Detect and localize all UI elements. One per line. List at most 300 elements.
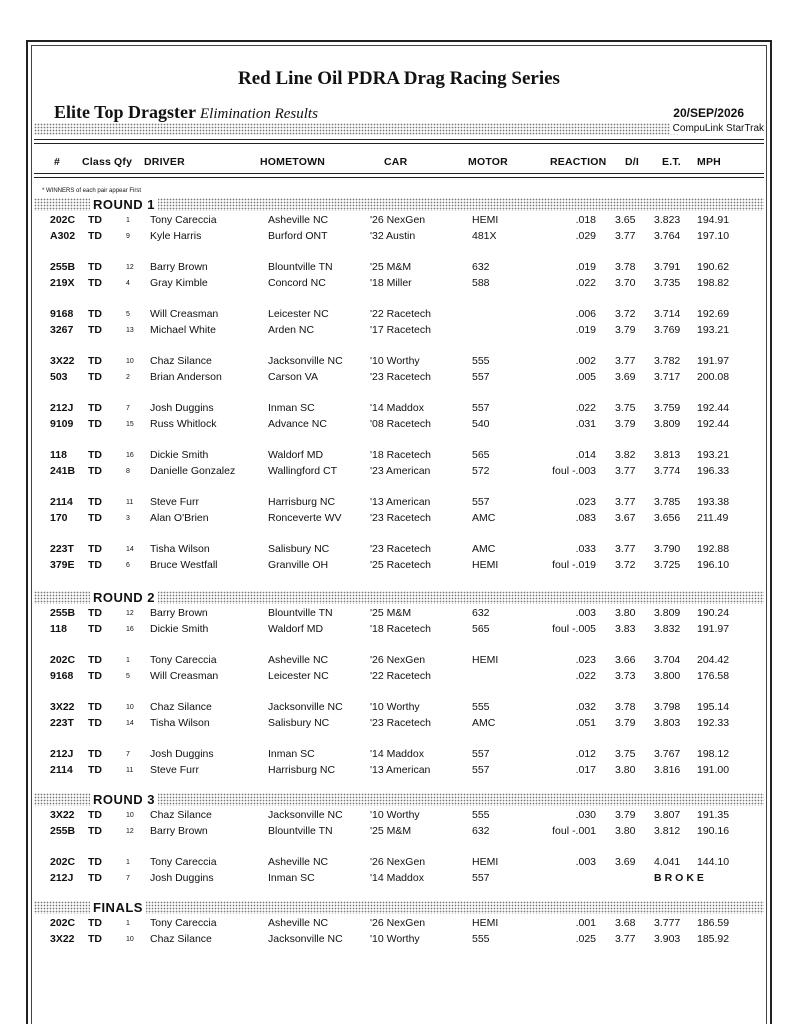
class-cell: TD (88, 824, 102, 837)
reaction-value: .022 (575, 669, 596, 682)
speed-mph: 194.91 (697, 214, 730, 226)
motor-cell: 557 (472, 370, 490, 383)
motor-cell: AMC (472, 511, 496, 524)
class-cell: TD (88, 558, 102, 571)
speed-mph: 198.12 (697, 748, 730, 760)
car-cell: '13 American (370, 496, 431, 508)
reaction-value: .014 (575, 449, 596, 461)
speed-mph: 191.97 (697, 355, 730, 367)
dial-in: 3.72 (615, 308, 636, 320)
driver-name: Josh Duggins (150, 748, 214, 760)
car-number: 223T (50, 716, 74, 729)
speed-mph: 196.10 (697, 558, 730, 571)
car-cell: '26 NexGen (370, 214, 426, 226)
dial-in: 3.77 (615, 543, 636, 555)
dial-in: 3.79 (615, 417, 636, 430)
qualifying-position: 10 (126, 812, 134, 819)
class-cell: TD (88, 654, 102, 666)
result-row (32, 308, 766, 324)
car-number: 118 (50, 449, 67, 461)
reaction-value: .002 (575, 355, 596, 367)
reaction-time (552, 465, 596, 477)
elapsed-time: 3.656 (654, 511, 681, 524)
series-title: Red Line Oil PDRA Drag Racing Series (238, 68, 560, 89)
reaction-time (576, 701, 596, 713)
driver-name: Michael White (150, 323, 216, 336)
qualifying-position: 5 (126, 672, 130, 680)
hometown-cell: Ronceverte WV (268, 511, 342, 524)
qualifying-position: 16 (126, 625, 134, 633)
dial-in: 3.67 (615, 511, 636, 524)
result-row (32, 607, 766, 623)
speed-mph: 191.00 (697, 763, 730, 776)
motor-cell: 555 (472, 809, 490, 821)
dial-in: 3.75 (615, 748, 636, 760)
motor-cell: HEMI (472, 917, 499, 929)
col-header-qfy: Qfy (114, 156, 133, 168)
col-header-driver: DRIVER (144, 156, 185, 168)
hometown-cell: Harrisburg NC (268, 763, 336, 776)
reaction-value: .012 (575, 748, 596, 760)
dial-in: 3.75 (615, 402, 636, 414)
speed-mph: 190.24 (697, 607, 730, 619)
car-number: 170 (50, 511, 68, 524)
car-number: 202C (50, 654, 76, 666)
qualifying-position: 7 (126, 405, 130, 412)
reaction-value: .031 (575, 417, 596, 430)
result-row (32, 230, 766, 246)
speed-mph: 200.08 (697, 370, 730, 383)
car-cell: '25 Racetech (370, 558, 431, 571)
result-row (32, 917, 766, 933)
car-number: 118 (50, 622, 67, 635)
car-cell: '10 Worthy (370, 932, 420, 945)
hometown-cell: Burford ONT (268, 229, 328, 242)
timing-credit: CompuLink StarTrak (670, 123, 764, 134)
reaction-time (576, 496, 596, 508)
hometown-cell: Advance NC (268, 417, 327, 430)
speed-mph: 195.14 (697, 701, 730, 713)
elapsed-time: 3.782 (654, 355, 681, 367)
elapsed-time: 3.800 (654, 669, 681, 682)
hometown-cell: Leicester NC (268, 308, 329, 320)
header-rule-top (34, 139, 764, 140)
class-cell: TD (88, 701, 102, 713)
class-cell: TD (88, 809, 102, 821)
dial-in: 3.80 (615, 824, 636, 837)
elapsed-time: 4.041 (654, 856, 681, 868)
result-row (32, 355, 766, 371)
car-cell: '32 Austin (370, 229, 416, 242)
hometown-cell: Jacksonville NC (268, 809, 343, 821)
result-row (32, 748, 766, 764)
qualifying-position: 5 (126, 311, 130, 318)
speed-mph: 191.97 (697, 622, 730, 635)
car-cell: '23 American (370, 464, 431, 477)
elapsed-time: 3.774 (654, 464, 681, 477)
reaction-value: .030 (575, 809, 596, 821)
driver-name: Will Creasman (150, 669, 219, 682)
elapsed-time: 3.807 (654, 809, 681, 821)
dial-in: 3.69 (615, 856, 636, 868)
driver-name: Will Creasman (150, 308, 219, 320)
result-row (32, 670, 766, 686)
result-row (32, 701, 766, 717)
reaction-time (576, 449, 596, 461)
hometown-cell: Asheville NC (268, 214, 329, 226)
qualifying-position: 1 (126, 920, 130, 927)
result-row (32, 856, 766, 872)
qualifying-position: 12 (126, 610, 134, 617)
dial-in: 3.78 (615, 701, 636, 713)
car-number: 202C (50, 856, 76, 868)
car-cell: '26 NexGen (370, 917, 426, 929)
car-cell: '22 Racetech (370, 308, 431, 320)
hometown-cell: Granville OH (268, 558, 329, 571)
reaction-time (576, 308, 596, 320)
reaction-value: .018 (575, 214, 596, 226)
qualifying-position: 1 (126, 217, 130, 224)
reaction-value: -.005 (572, 622, 596, 635)
result-row (32, 825, 766, 841)
round-header-bar (34, 901, 764, 914)
reaction-time (576, 748, 596, 760)
result-row (32, 809, 766, 825)
speed-mph: 193.38 (697, 496, 730, 508)
reaction-time (576, 717, 596, 729)
reaction-value: .001 (575, 917, 596, 929)
speed-mph: 144.10 (697, 856, 730, 868)
car-cell: '08 Racetech (370, 417, 431, 430)
qualifying-position: 11 (126, 766, 134, 774)
car-number: 3X22 (50, 809, 75, 821)
dial-in: 3.66 (615, 654, 636, 666)
elapsed-time: 3.759 (654, 402, 681, 414)
reaction-value: .023 (575, 654, 596, 666)
reaction-value: .025 (575, 932, 596, 945)
car-cell: '23 Racetech (370, 716, 431, 729)
result-row (32, 717, 766, 733)
motor-cell: 632 (472, 824, 490, 837)
car-cell: '25 M&M (370, 607, 412, 619)
motor-cell: 557 (472, 496, 490, 508)
reaction-time (576, 355, 596, 367)
reaction-time (576, 261, 596, 273)
elapsed-time: 3.903 (654, 932, 681, 945)
result-row (32, 933, 766, 949)
reaction-value: -.001 (572, 824, 596, 837)
dial-in: 3.77 (615, 229, 636, 242)
motor-cell: 555 (472, 932, 490, 945)
qualifying-position: 14 (126, 546, 134, 553)
round-header-bar (34, 793, 764, 806)
class-cell: TD (88, 370, 102, 383)
driver-name: Tisha Wilson (150, 543, 210, 555)
elapsed-time: 3.813 (654, 449, 681, 461)
driver-name: Danielle Gonzalez (150, 464, 236, 477)
driver-name: Tony Careccia (150, 214, 217, 226)
col-header-num: # (54, 156, 61, 168)
car-number: 202C (50, 214, 76, 226)
motor-cell: 481X (472, 229, 497, 242)
qualifying-position: 9 (126, 232, 130, 240)
reaction-time (552, 559, 596, 571)
reaction-time (576, 917, 596, 929)
reaction-value: .033 (575, 543, 596, 555)
class-cell: TD (88, 856, 102, 868)
results-sheet (26, 40, 772, 1024)
hometown-cell: Jacksonville NC (268, 932, 343, 945)
hometown-cell: Harrisburg NC (268, 496, 336, 508)
hometown-cell: Salisbury NC (268, 543, 330, 555)
reaction-time (576, 512, 596, 524)
elapsed-time: 3.764 (654, 229, 681, 242)
result-row (32, 465, 766, 481)
event-date: 20/SEP/2026 (673, 106, 744, 120)
reaction-value: -.003 (572, 464, 596, 477)
class-cell: TD (88, 763, 102, 776)
elapsed-time: 3.791 (654, 261, 681, 273)
reaction-time (576, 933, 596, 945)
hometown-cell: Arden NC (268, 323, 315, 336)
class-cell: TD (88, 496, 102, 508)
class-cell: TD (88, 355, 102, 367)
car-number: 9168 (50, 669, 74, 682)
col-header-car: CAR (384, 156, 408, 168)
foul-flag: foul (552, 464, 570, 477)
dial-in: 3.77 (615, 932, 636, 945)
car-number: 503 (50, 370, 68, 383)
speed-mph: 192.44 (697, 402, 730, 414)
car-number: 3X22 (50, 701, 75, 713)
class-cell: TD (88, 932, 102, 945)
dial-in: 3.78 (615, 261, 636, 273)
car-cell: '17 Racetech (370, 323, 431, 336)
speed-mph: 190.16 (697, 824, 730, 837)
driver-name: Chaz Silance (150, 809, 212, 821)
qualifying-position: 15 (126, 420, 134, 428)
result-row (32, 764, 766, 780)
class-cell: TD (88, 261, 102, 273)
dial-in: 3.65 (615, 214, 636, 226)
car-number: 9109 (50, 417, 74, 430)
motor-cell: 557 (472, 871, 490, 884)
reaction-value: .029 (575, 229, 596, 242)
hometown-cell: Jacksonville NC (268, 355, 343, 367)
car-number: 379E (50, 558, 75, 571)
elapsed-time: 3.809 (654, 417, 681, 430)
driver-name: Josh Duggins (150, 871, 214, 884)
car-number: 2114 (50, 763, 73, 776)
elapsed-time: 3.803 (654, 716, 681, 729)
class-cell: TD (88, 323, 102, 336)
dial-in: 3.79 (615, 716, 636, 729)
result-row (32, 512, 766, 528)
reaction-value: .003 (575, 856, 596, 868)
reaction-time (576, 654, 596, 666)
speed-mph: 204.42 (697, 654, 730, 666)
dial-in: 3.82 (615, 449, 636, 461)
dial-in: 3.80 (615, 763, 636, 776)
elapsed-time: 3.823 (654, 214, 681, 226)
class-cell: TD (88, 214, 102, 226)
class-cell: TD (88, 449, 102, 461)
round-header-bar (34, 198, 764, 211)
header-dotted-strip (34, 123, 678, 135)
foul-flag: foul (552, 558, 570, 571)
dial-in: 3.79 (615, 323, 636, 336)
hometown-cell: Carson VA (268, 370, 318, 383)
col-header-mph: MPH (697, 156, 721, 168)
reaction-value: .032 (575, 701, 596, 713)
col-header-class: Class (82, 156, 112, 168)
header-rule-bottom-2 (34, 177, 764, 178)
speed-mph: 193.21 (697, 323, 730, 336)
car-cell: '14 Maddox (370, 748, 424, 760)
qualifying-position: 12 (126, 264, 134, 271)
dial-in: 3.79 (615, 809, 636, 821)
speed-mph: 192.33 (697, 716, 730, 729)
winners-note: * WINNERS of each pair appear First (42, 188, 142, 194)
driver-name: Gray Kimble (150, 276, 208, 289)
reaction-value: .022 (575, 276, 596, 289)
reaction-time (576, 418, 596, 430)
motor-cell: 557 (472, 763, 490, 776)
car-cell: '25 M&M (370, 261, 412, 273)
hometown-cell: Concord NC (268, 276, 326, 289)
car-number: 255B (50, 607, 76, 619)
hometown-cell: Jacksonville NC (268, 701, 343, 713)
car-number: 255B (50, 824, 76, 837)
broke-status: BROKE (654, 871, 707, 884)
elapsed-time: 3.809 (654, 607, 681, 619)
car-number: 212J (50, 748, 74, 760)
event-subtitle: Elimination Results (200, 106, 318, 122)
class-cell: TD (88, 402, 102, 414)
col-header-et: E.T. (662, 156, 681, 168)
result-row (32, 277, 766, 293)
hometown-cell: Waldorf MD (268, 449, 324, 461)
motor-cell: 555 (472, 355, 490, 367)
qualifying-position: 16 (126, 452, 134, 459)
driver-name: Barry Brown (150, 607, 208, 619)
round-label: ROUND 2 (90, 590, 158, 605)
car-cell: '26 NexGen (370, 654, 426, 666)
reaction-value: .023 (575, 496, 596, 508)
result-row (32, 496, 766, 512)
car-cell: '18 Miller (370, 276, 412, 289)
driver-name: Steve Furr (150, 496, 200, 508)
qualifying-position: 11 (126, 499, 134, 506)
reaction-time (576, 543, 596, 555)
dial-in: 3.70 (615, 276, 636, 289)
car-cell: '14 Maddox (370, 402, 424, 414)
driver-name: Tony Careccia (150, 654, 217, 666)
elapsed-time: 3.725 (654, 558, 681, 571)
col-header-motor: MOTOR (468, 156, 508, 168)
car-number: 223T (50, 543, 74, 555)
hometown-cell: Inman SC (268, 871, 315, 884)
dial-in: 3.72 (615, 558, 636, 571)
speed-mph: 198.82 (697, 276, 730, 289)
round-header-bar (34, 591, 764, 604)
result-row (32, 543, 766, 559)
dial-in: 3.73 (615, 669, 636, 682)
header-rule-bottom (34, 173, 764, 174)
result-row (32, 654, 766, 670)
round-label: ROUND 3 (90, 792, 158, 807)
car-number: 3X22 (50, 932, 75, 945)
reaction-value: .017 (575, 763, 596, 776)
round-label: FINALS (90, 900, 146, 915)
reaction-value: -.019 (572, 558, 596, 571)
motor-cell: 555 (472, 701, 490, 713)
hometown-cell: Inman SC (268, 748, 315, 760)
motor-cell: 565 (472, 622, 490, 635)
driver-name: Chaz Silance (150, 701, 212, 713)
driver-name: Dickie Smith (150, 622, 209, 635)
result-row (32, 402, 766, 418)
reaction-value: .019 (575, 323, 596, 336)
hometown-cell: Blountville TN (268, 607, 333, 619)
driver-name: Tony Careccia (150, 917, 217, 929)
qualifying-position: 13 (126, 326, 134, 334)
car-cell: '14 Maddox (370, 871, 424, 884)
driver-name: Steve Furr (150, 763, 200, 776)
dial-in: 3.69 (615, 370, 636, 383)
class-cell: TD (88, 543, 102, 555)
motor-cell: HEMI (472, 856, 499, 868)
car-cell: '25 M&M (370, 824, 412, 837)
speed-mph: 197.10 (697, 229, 730, 242)
result-row (32, 261, 766, 277)
driver-name: Russ Whitlock (150, 417, 217, 430)
reaction-value: .005 (575, 370, 596, 383)
reaction-time (576, 670, 596, 682)
result-row (32, 324, 766, 340)
driver-name: Chaz Silance (150, 355, 212, 367)
hometown-cell: Blountville TN (268, 824, 333, 837)
reaction-time (552, 623, 596, 635)
qualifying-position: 4 (126, 279, 130, 287)
dial-in: 3.77 (615, 496, 636, 508)
hometown-cell: Wallingford CT (268, 464, 338, 477)
elapsed-time: 3.717 (654, 370, 681, 383)
motor-cell: 540 (472, 417, 490, 430)
class-cell: TD (88, 669, 102, 682)
car-number: 219X (50, 276, 75, 289)
dial-in: 3.68 (615, 917, 636, 929)
reaction-value: .003 (575, 607, 596, 619)
driver-name: Tisha Wilson (150, 716, 210, 729)
header-rule-top-2 (34, 143, 764, 144)
class-cell: TD (88, 622, 102, 635)
elapsed-time: 3.704 (654, 654, 681, 666)
qualifying-position: 7 (126, 751, 130, 758)
motor-cell: AMC (472, 716, 496, 729)
result-row (32, 623, 766, 639)
col-header-hometown: HOMETOWN (260, 156, 325, 168)
motor-cell: 572 (472, 464, 490, 477)
elapsed-time: 3.769 (654, 323, 681, 336)
car-cell: '18 Racetech (370, 449, 431, 461)
reaction-time (552, 825, 596, 837)
qualifying-position: 1 (126, 859, 130, 866)
reaction-time (576, 856, 596, 868)
class-cell: TD (88, 716, 102, 729)
qualifying-position: 10 (126, 358, 134, 365)
foul-flag: foul (552, 622, 570, 635)
